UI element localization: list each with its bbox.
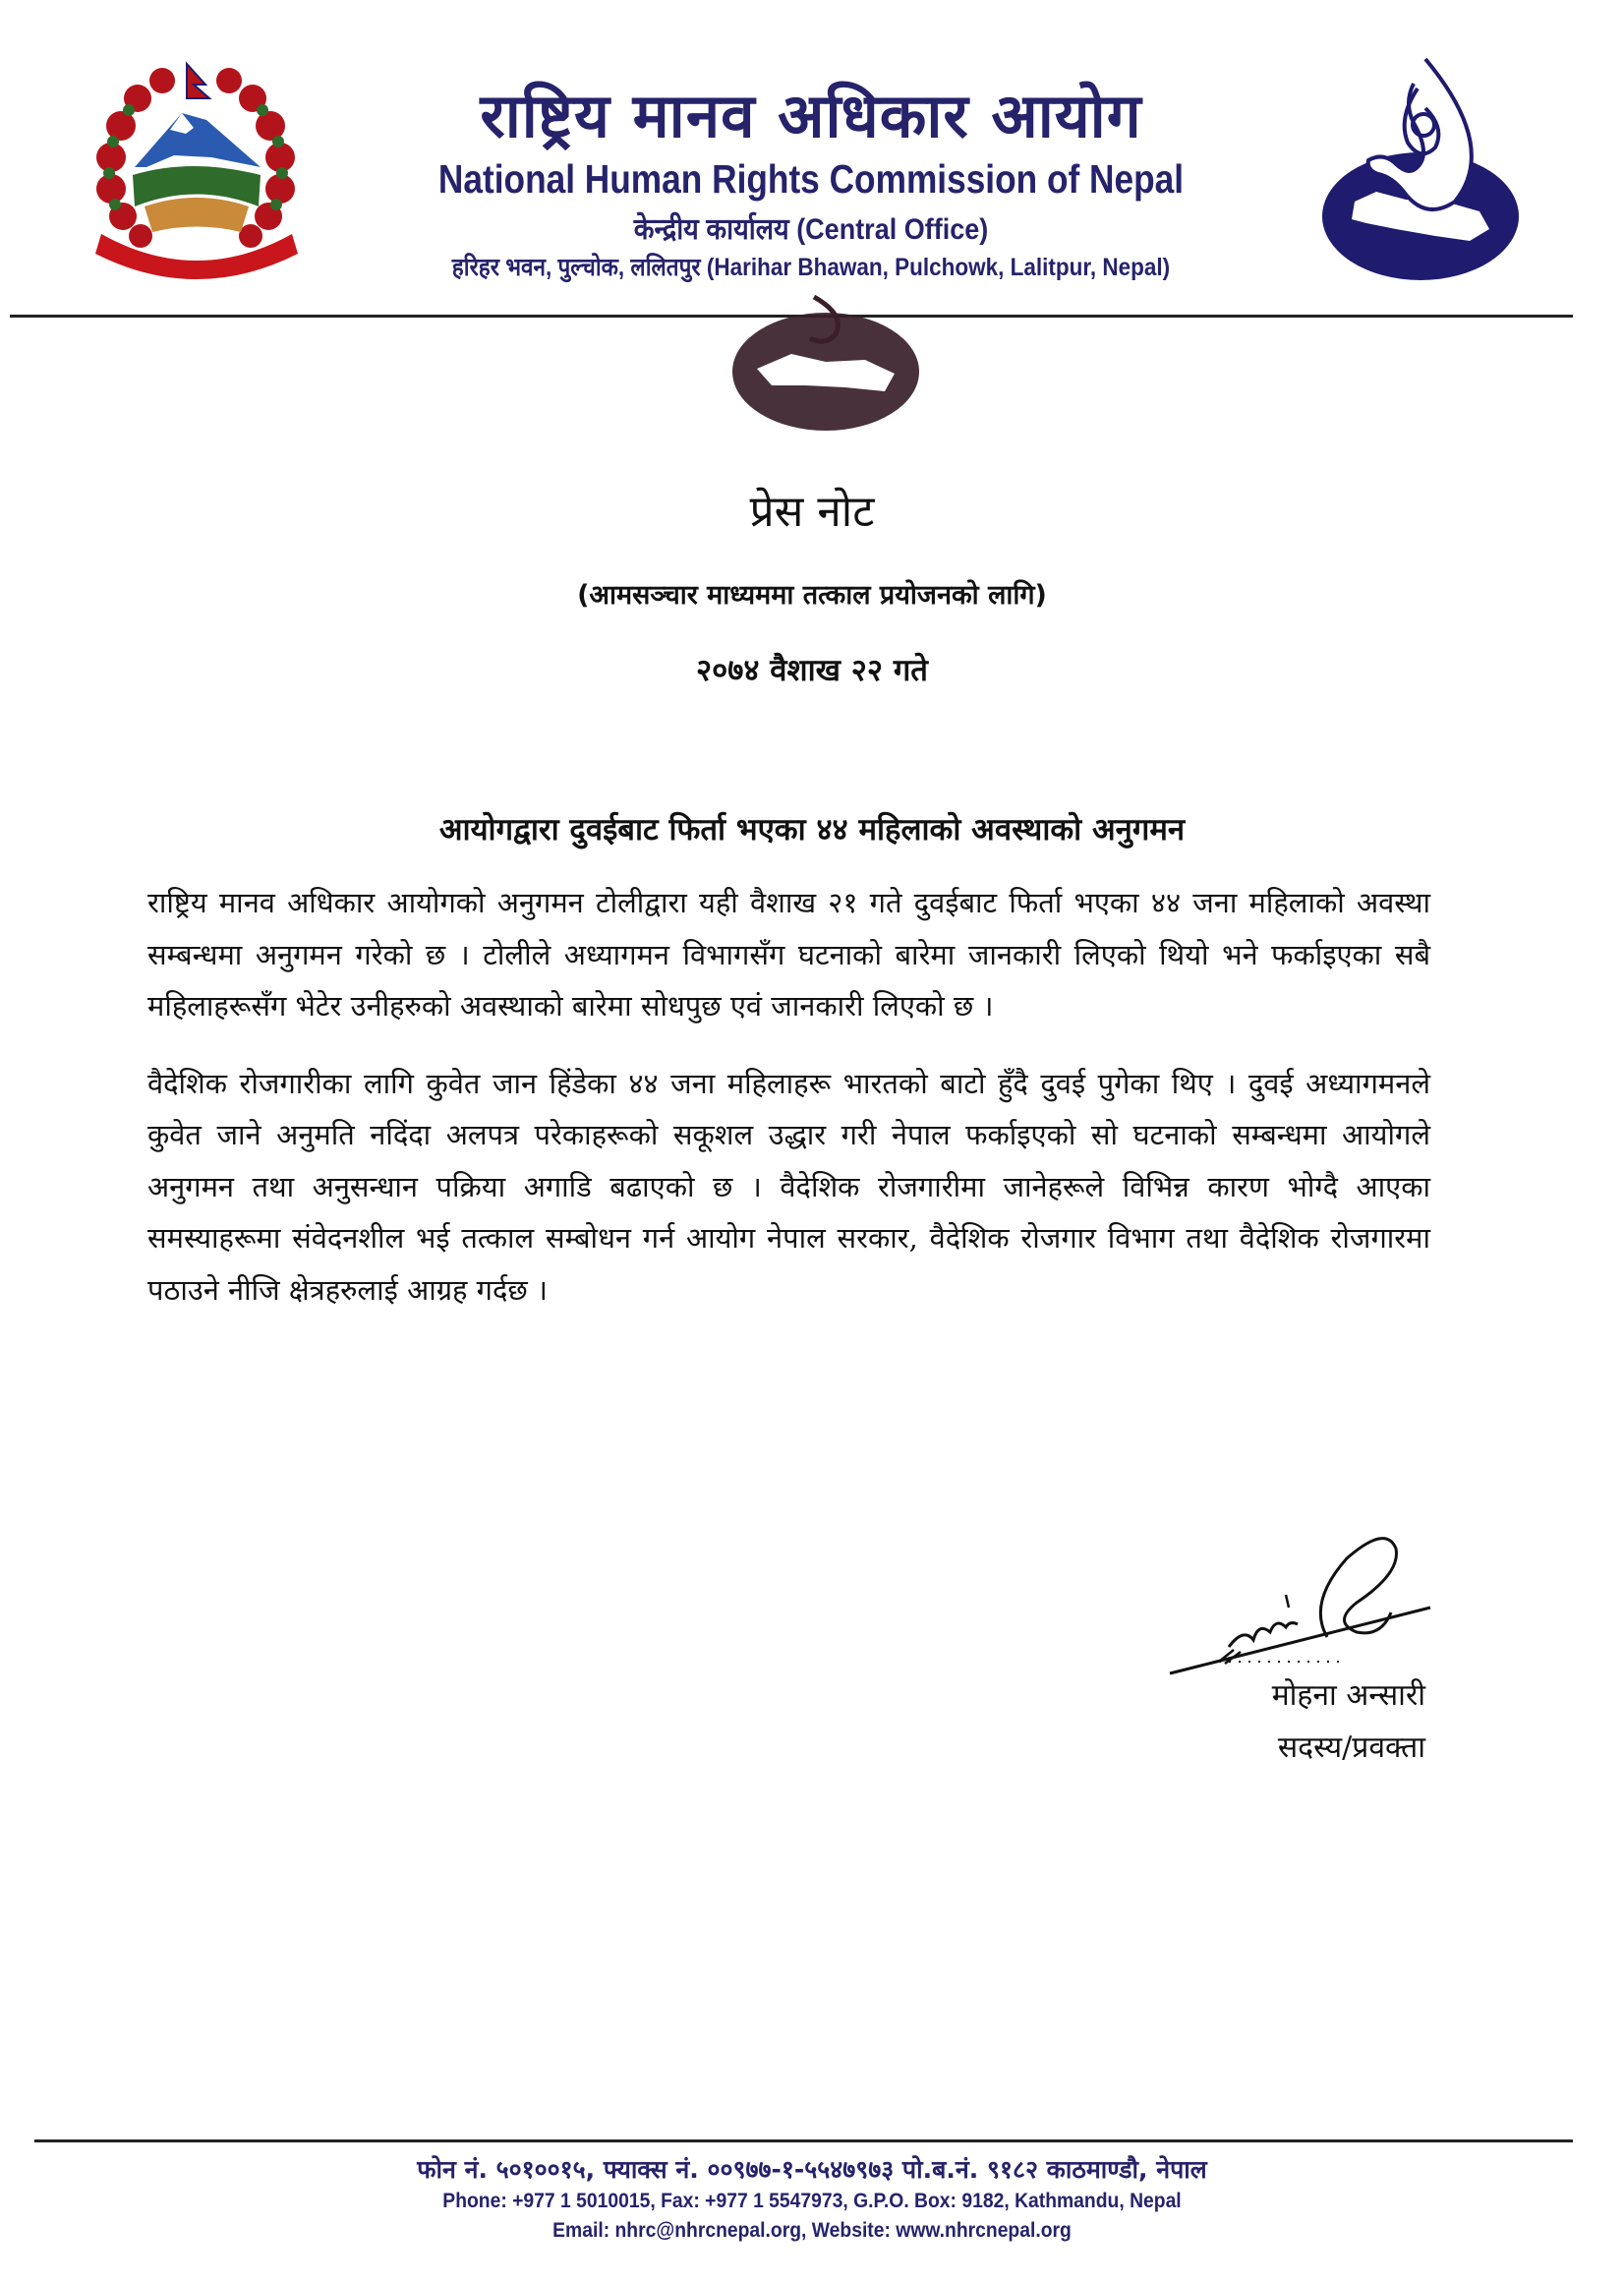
nhrc-logo-icon bbox=[1298, 54, 1543, 285]
footer-divider bbox=[34, 2139, 1573, 2142]
footer bbox=[0, 2153, 1624, 2246]
body-paragraph: राष्ट्रिय मानव अधिकार आयोगको अनुगमन टोलीद्वारा यही वैशाख २१ गते दुवईबाट फिर्ता भएका ४४ जना महिलाको अवस्था सम्बन्धमा अनुगमन गरेको छ । टोलीले अध्यागमन विभागसँग घटनाको बारेमा जानकारी लिएको थियो भने फर्काइएका सबै महिलाहरूसँग भेटेर उनीहरुको अवस्थाको बारेमा सोधपुछ एवं जानकारी लिएको छ । bbox=[147, 886, 1430, 1023]
footer-email-website: Email: nhrc@nhrcnepal.org, Website: www.nhrcnepal.org bbox=[552, 2219, 1072, 2242]
letterhead bbox=[0, 0, 1624, 324]
document-body bbox=[147, 877, 1430, 1341]
office-address: हरिहर भवन, पुल्चोक, ललितपुर (Harihar Bhawan, Pulchowk, Lalitpur, Nepal) bbox=[451, 254, 1171, 281]
signature-block bbox=[1160, 1514, 1475, 1789]
document-date: २०७४ वैशाख २२ गते bbox=[696, 653, 928, 688]
org-name-nepali: राष्ट्रिय मानव अधिकार आयोग bbox=[480, 80, 1142, 151]
office-stamp-icon bbox=[708, 295, 944, 482]
document-title: प्रेस नोट bbox=[749, 487, 875, 537]
org-name-english: National Human Rights Commission of Nepal bbox=[437, 156, 1185, 202]
document-subtitle: (आमसञ्चार माध्यममा तत्काल प्रयोजनको लागि) bbox=[577, 580, 1047, 611]
office-label: केन्द्रीय कार्यालय (Central Office) bbox=[633, 213, 989, 246]
emblem-motto bbox=[195, 264, 199, 276]
document-headline: आयोगद्वारा दुवईबाट फिर्ता भएका ४४ महिलाको अवस्थाको अनुगमन bbox=[438, 812, 1186, 848]
footer-contact-english: Phone: +977 1 5010015, Fax: +977 1 5547973, G.P.O. Box: 9182, Kathmandu, Nepal bbox=[442, 2190, 1182, 2212]
letterhead-text bbox=[354, 77, 1268, 285]
signatory-title: सदस्य/प्रवक्ता bbox=[1277, 1730, 1425, 1765]
footer-contact-nepali: फोन नं. ५०१००१५, फ्याक्स नं. ००९७७-१-५५४७९७३ पो.ब.नं. ९१८२ काठमाण्डौ, नेपाल bbox=[417, 2155, 1207, 2184]
signatory-name: मोहना अन्सारी bbox=[1271, 1678, 1425, 1713]
stamp-text bbox=[826, 431, 836, 447]
body-paragraph: वैदेशिक रोजगारीका लागि कुवेत जान हिंडेका ४४ जना महिलाहरू भारतको बाटो हुँदै दुवई पुगेका थिए । दुवई अध्यागमनले कुवेत जाने अनुमति नदिंदा अलपत्र परेकाहरूको सकूशल उद्धार गरी नेपाल फर्काइएको सो घटनाको सम्बन्धमा आयोगले अनुगमन तथा अनुसन्धान पक्रिया अगाडि बढाएको छ । वैदेशिक रोजगारीमा जानेहरूले विभिन्न कारण भोग्दै आएका समस्याहरूमा संवेदनशील भई तत्काल सम्बोधन गर्न आयोग नेपाल सरकार, वैदेशिक रोजगार विभाग तथा वैदेशिक रोजगारमा पठाउने नीजि क्षेत्रहरुलाई आग्रह गर्दछ । bbox=[147, 1066, 1430, 1307]
nepal-emblem-icon bbox=[84, 59, 310, 290]
